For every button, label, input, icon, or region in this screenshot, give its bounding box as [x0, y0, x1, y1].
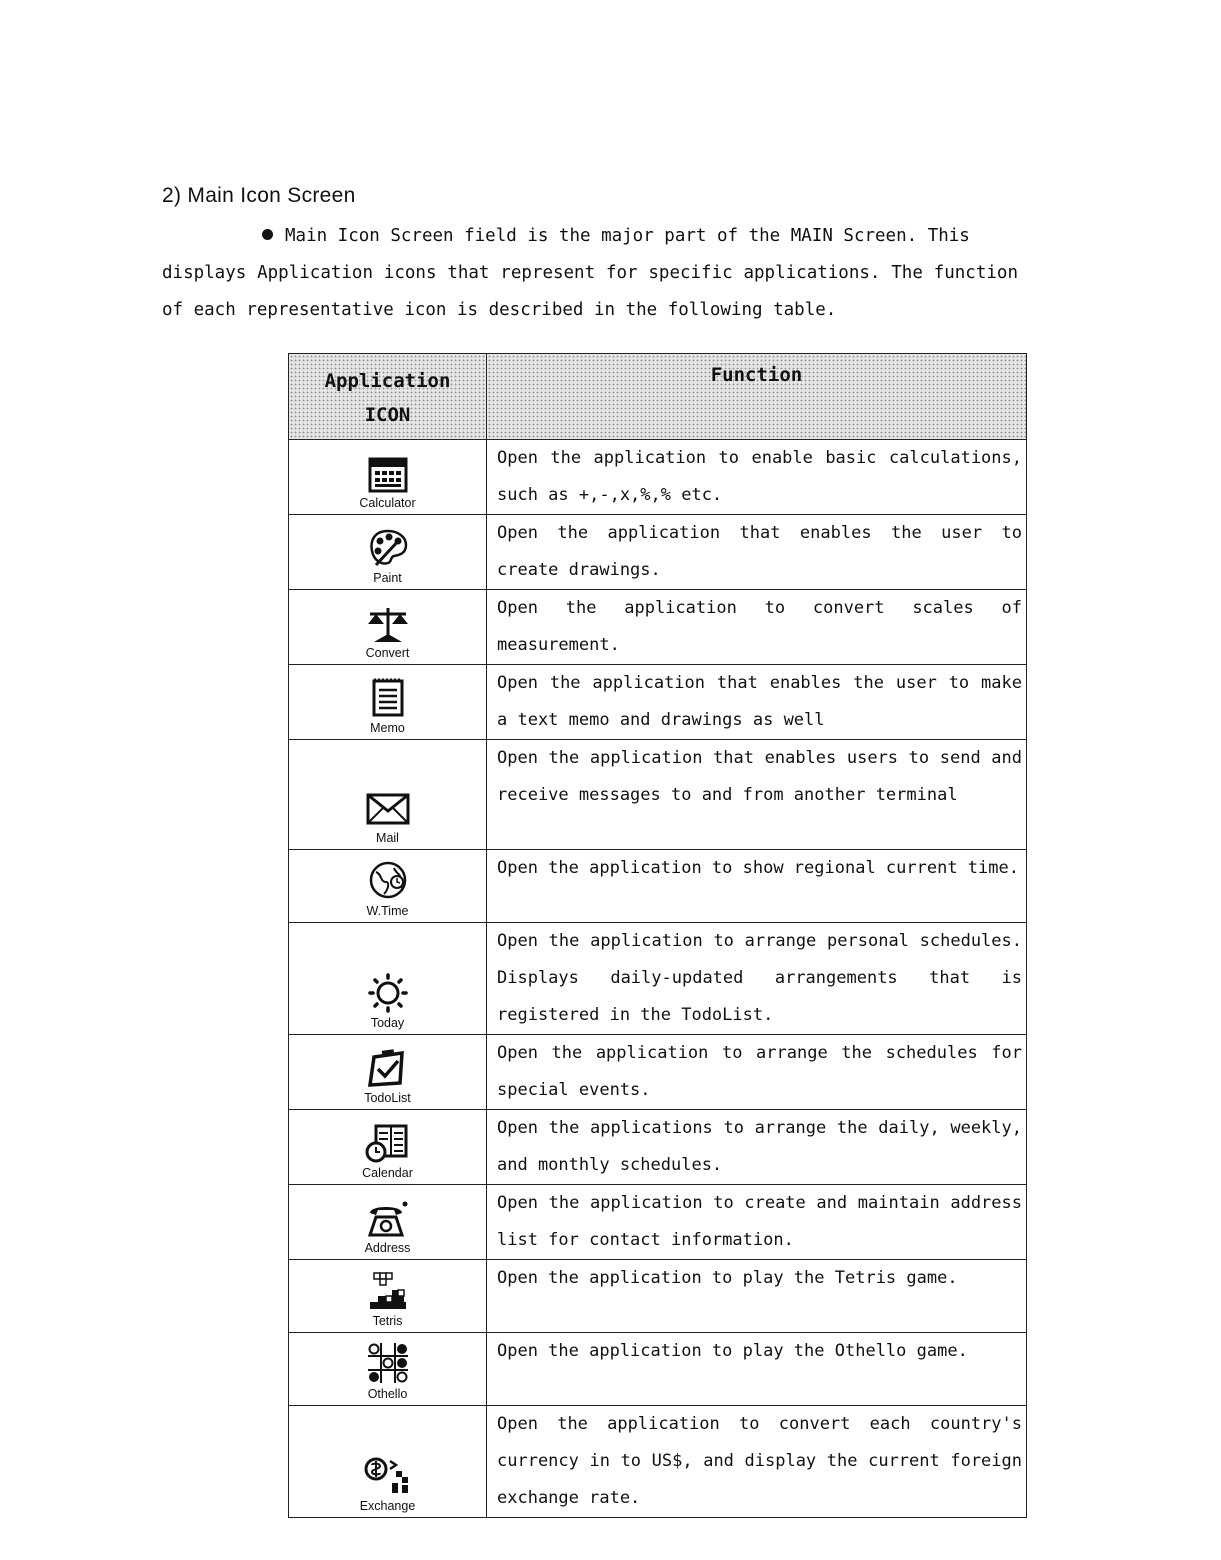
icon-cell [289, 740, 487, 850]
tetris-blocks-icon [364, 1270, 412, 1312]
icon-label: Othello [367, 1387, 408, 1401]
icon-cell [289, 923, 487, 1035]
globe-clock-icon [364, 860, 412, 902]
icon-label: Convert [365, 646, 410, 660]
table-row-calculator [289, 440, 1027, 515]
icon-cell [289, 1035, 487, 1110]
icon-label: Mail [376, 831, 399, 845]
icon-label: Calculator [359, 496, 416, 510]
icon-cell [289, 1185, 487, 1260]
table-row-mail [289, 740, 1027, 850]
currency-exchange-icon [362, 1455, 414, 1497]
table-row-memo [289, 665, 1027, 740]
icon-cell [289, 440, 487, 515]
icon-cell [289, 1406, 487, 1518]
function-description: Open the application that enables the user to make a text memo and drawings as well [487, 665, 1027, 740]
table-row-wtime [289, 850, 1027, 923]
function-description: Open the application to arrange personal schedules. Displays daily-updated arrangements that is registered in the TodoList. [487, 923, 1027, 1035]
calendar-clock-icon [364, 1122, 412, 1164]
icon-cell [289, 1110, 487, 1185]
table-row-tetris [289, 1260, 1027, 1333]
icon-cell [289, 1333, 487, 1406]
header-function: Function [487, 354, 1027, 440]
icon-label: Today [370, 1016, 405, 1030]
function-description: Open the application to play the Othello game. [487, 1333, 1027, 1406]
icon-label: W.Time [366, 904, 409, 918]
intro-line-1: Main Icon Screen field is the major part of the MAIN Screen. This [285, 226, 970, 246]
calculator-icon [366, 456, 410, 494]
icon-label: Address [364, 1241, 411, 1255]
notepad-icon [368, 675, 408, 719]
icon-cell [289, 665, 487, 740]
icon-label: Tetris [372, 1314, 403, 1328]
envelope-icon [364, 789, 412, 829]
function-description: Open the applications to arrange the daily, weekly, and monthly schedules. [487, 1110, 1027, 1185]
icon-label: Calendar [362, 1166, 413, 1180]
table-row-exchange [289, 1406, 1027, 1518]
icon-cell [289, 850, 487, 923]
palette-icon [366, 527, 410, 569]
table-row-today [289, 923, 1027, 1035]
table-row-paint [289, 515, 1027, 590]
function-description: Open the application to arrange the schedules for special events. [487, 1035, 1027, 1110]
function-description: Open the application to create and maintain address list for contact information. [487, 1185, 1027, 1260]
intro-paragraph [162, 218, 1018, 329]
icon-cell [289, 515, 487, 590]
sun-icon [366, 972, 410, 1014]
icon-label: Memo [370, 721, 405, 735]
function-description: Open the application to convert each country's currency in to US$, and display the current foreign exchange rate. [487, 1406, 1027, 1518]
function-description: Open the application that enables users to send and receive messages to and from another terminal [487, 740, 1027, 850]
header-application-icon: Application ICON [289, 354, 487, 440]
section-heading: 2) Main Icon Screen [162, 184, 356, 207]
table-row-address [289, 1185, 1027, 1260]
table-row-calendar [289, 1110, 1027, 1185]
function-description: Open the application to enable basic calculations, such as +,-,x,%,% etc. [487, 440, 1027, 515]
icon-cell [289, 1260, 487, 1333]
bullet-icon [262, 229, 273, 240]
table-row-todolist [289, 1035, 1027, 1110]
function-description: Open the application that enables the user to create drawings. [487, 515, 1027, 590]
icon-label: Exchange [359, 1499, 416, 1513]
icon-label: TodoList [364, 1091, 411, 1105]
table-row-convert [289, 590, 1027, 665]
intro-continuation: displays Application icons that represent for specific applications. The function of each representative icon is described in the following table. [162, 263, 1018, 320]
telephone-icon [364, 1199, 412, 1239]
clipboard-check-icon [364, 1047, 412, 1089]
function-description: Open the application to show regional current time. [487, 850, 1027, 923]
scale-icon [364, 604, 412, 644]
function-description: Open the application to convert scales of measurement. [487, 590, 1027, 665]
table-header-row [289, 354, 1027, 440]
function-description: Open the application to play the Tetris game. [487, 1260, 1027, 1333]
othello-board-icon [364, 1341, 412, 1385]
application-icon-table [288, 353, 1027, 1518]
icon-label: Paint [373, 571, 402, 585]
icon-cell [289, 590, 487, 665]
table-row-othello [289, 1333, 1027, 1406]
